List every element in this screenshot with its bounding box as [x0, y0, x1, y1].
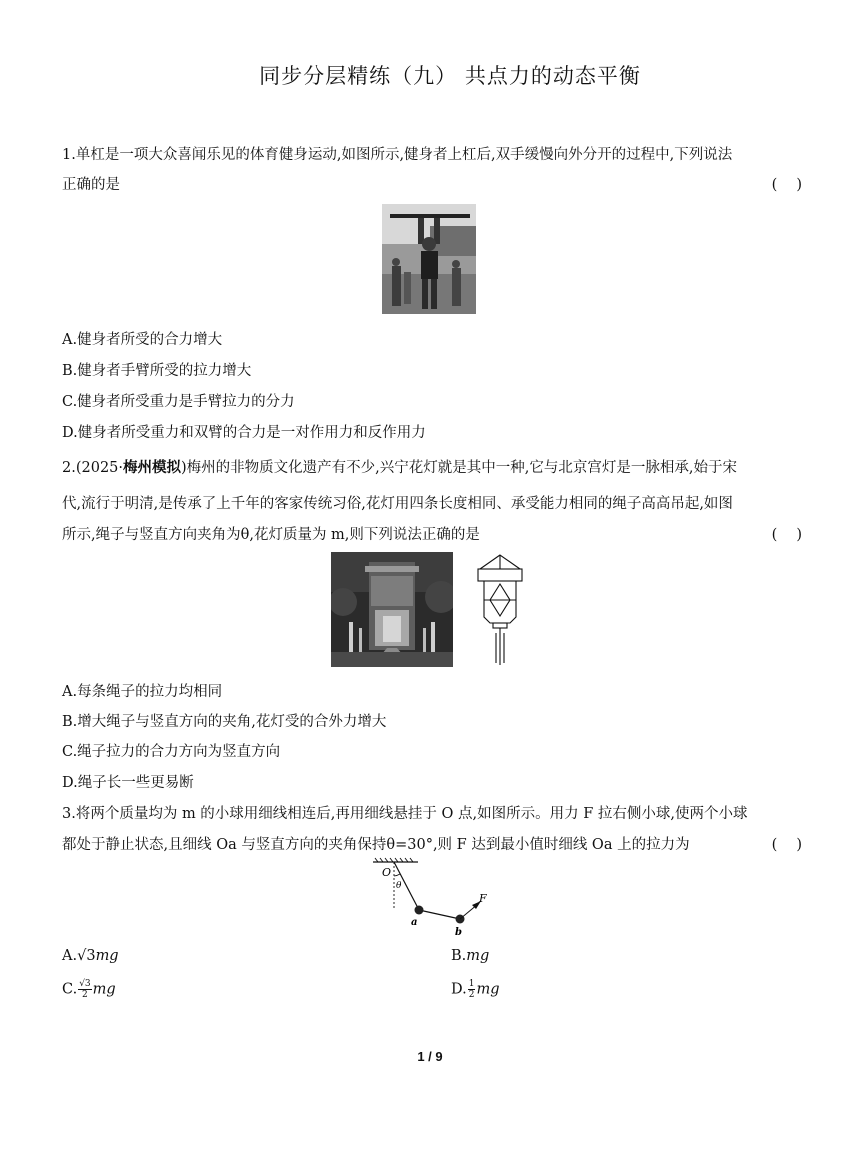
q2-option-c: C.绳子拉力的合力方向为竖直方向 — [62, 744, 281, 760]
q3-label-f: F — [479, 892, 487, 905]
q3-option-b-unit: mg — [466, 948, 490, 964]
q2-lantern-diagram — [474, 553, 526, 667]
q3-option-d-denominator: 2 — [468, 990, 475, 1000]
q3-option-d-letter: D. — [451, 981, 467, 998]
q1-stem-line2: 正确的是 — [62, 177, 120, 193]
q3-option-c-numerator: √3 — [79, 979, 91, 989]
q1-stem-line1: 1.单杠是一项大众喜闻乐见的体育健身运动,如图所示,健身者上杠后,双手缓慢向外分开的过程中,下列说法 — [62, 147, 733, 163]
page-number: 1 / 9 — [417, 1049, 443, 1064]
q2-stem-line1 — [62, 456, 802, 477]
q3-option-d-unit: mg — [476, 981, 500, 998]
q3-stem-line2: 都处于静止状态,且细线 Oa 与竖直方向的夹角保持θ=30°,则 F 达到最小值时细线 Oa 上的拉力为 — [62, 837, 690, 853]
q3-option-c-fraction — [78, 979, 91, 1000]
q3-option-c-unit: mg — [92, 981, 116, 998]
q2-photo-lantern — [331, 552, 453, 667]
q3-option-d-fraction — [468, 979, 476, 1000]
q1-option-c: C.健身者所受重力是手臂拉力的分力 — [62, 394, 295, 410]
q2-source: 梅州模拟 — [123, 459, 182, 476]
q3-option-a-unit: mg — [95, 948, 119, 964]
q2-stem-line1-text: )梅州的非物质文化遗产有不少,兴宁花灯就是其中一种,它与北京宫灯是一脉相承,始于宋 — [181, 460, 737, 476]
q3-label-a: a — [411, 917, 418, 928]
q2-stem-line2: 代,流行于明清,是传承了上千年的客家传统习俗,花灯用四条长度相同、承受能力相同的绳子高高吊起,如图 — [62, 496, 733, 512]
q3-option-d-numerator: 1 — [468, 979, 475, 989]
q1-answer-bracket: ( ) — [771, 177, 802, 193]
q1-photo-pullup — [382, 204, 476, 314]
q2-option-d: D.绳子长一些更易断 — [62, 775, 194, 791]
q3-option-a-root: √3 — [77, 948, 96, 964]
q3-label-theta: θ — [396, 881, 402, 891]
q1-option-a: A.健身者所受的合力增大 — [62, 332, 223, 348]
q2-option-a: A.每条绳子的拉力均相同 — [62, 684, 223, 700]
q3-answer-bracket: ( ) — [771, 837, 802, 853]
q3-option-c-denominator: 2 — [82, 990, 88, 1000]
q2-stem-line3: 所示,绳子与竖直方向夹角为θ,花灯质量为 m,则下列说法正确的是 — [62, 527, 480, 543]
q3-option-b — [451, 948, 489, 964]
q2-number: 2.(2025· — [62, 460, 124, 476]
q3-figure — [368, 856, 498, 936]
q3-option-c — [62, 979, 116, 1000]
q3-option-a-letter: A. — [62, 948, 78, 964]
q2-option-b: B.增大绳子与竖直方向的夹角,花灯受的合外力增大 — [62, 714, 387, 730]
q3-option-c-letter: C. — [62, 981, 78, 998]
q2-answer-bracket: ( ) — [771, 527, 802, 543]
q1-option-d: D.健身者所受重力和双臂的合力是一对作用力和反作用力 — [62, 425, 426, 441]
q3-option-a — [62, 948, 119, 964]
q1-option-b: B.健身者手臂所受的拉力增大 — [62, 363, 252, 379]
q3-label-o: O — [382, 866, 392, 879]
q3-option-d — [451, 979, 500, 1000]
page-title: 同步分层精练（九） 共点力的动态平衡 — [259, 64, 641, 88]
q3-label-b: b — [455, 927, 462, 936]
q3-stem-line1: 3.将两个质量均为 m 的小球用细线相连后,再用细线悬挂于 O 点,如图所示。用力 F 拉右侧小球,使两个小球 — [62, 806, 748, 822]
q3-option-b-letter: B. — [451, 948, 467, 964]
